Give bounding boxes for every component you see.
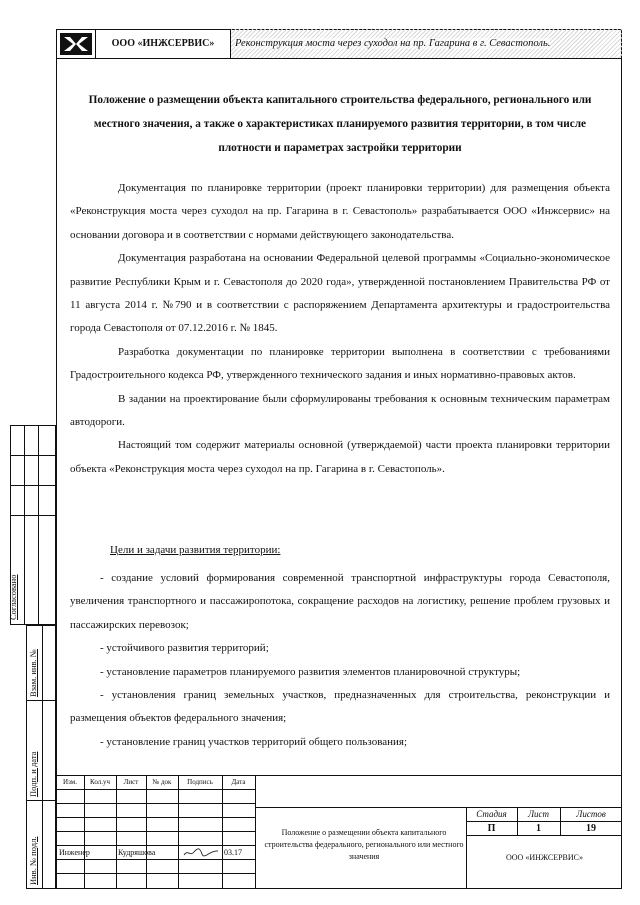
paragraph: Документация разработана на основании Федеральной целевой программы «Социально-экономическое развитие Республики Крым и г. Севастополя до 2020 года», утвержденной постановлением Правительства РФ от 11 августа 2014 г. №790 и в соответствии с распоряжением Департамента архитектуры и градостроительства города Севастополя от 07.12.2016 г. № 1845. <box>70 252 610 335</box>
goals-list <box>70 567 610 754</box>
goals-title: Цели и задачи развития территории: <box>110 544 281 556</box>
tb-col-count: Кол.уч <box>90 778 110 786</box>
tb-col-sheet: Лист <box>123 778 139 786</box>
paragraph: Документация по планировке территории (проект планировки территории) для размещения объекта «Реконструкция моста через суходол на пр. Гагарина в г. Севастополь» разрабатывается ООО «Инжсервис» на основании договора и в соответствии с нормами действующего законодательства. <box>70 182 610 241</box>
tb-col-signature: Подпись <box>187 778 213 786</box>
tb-sheets-label: Листов <box>576 809 606 819</box>
tb-sheet-label: Лист <box>527 809 550 819</box>
paragraph: Настоящий том содержит материалы основной (утверждаемой) части проекта планировки территории объекта «Реконструкция моста через суходол на пр. Гагарина в г. Севастополь». <box>70 439 610 475</box>
tb-col-change: Изм. <box>63 778 77 786</box>
side-label-replacement-inv: Взам. инв. № <box>28 649 38 697</box>
side-label-sign-date: Подп. и дата <box>28 751 38 797</box>
tb-col-docno: № док <box>152 778 172 786</box>
tb-stage-label: Стадия <box>476 809 507 819</box>
tb-document-name: Положение о размещении объекта капитального строительства федерального, регионального или местного значения <box>264 828 464 861</box>
goal-item: - установление границ участков территорий общего пользования; <box>100 735 408 748</box>
tb-role: Инженер <box>59 847 90 857</box>
company-logo-icon <box>60 33 92 55</box>
side-label-inv-orig: Инв. № подл. <box>28 836 38 885</box>
tb-sheets: 19 <box>586 822 596 834</box>
goal-item: - создание условий формирования современной транспортной инфраструктуры города Севастополя, увеличения транспортного и пассажиропотока, сокращение расходов на логистику, решение проблем грузовых и пассажирских перевозок; <box>70 572 610 631</box>
paragraph: Разработка документации по планировке территории выполнена в соответствии с требованиями Градостроительного кодекса РФ, утвержденного технического задания и иных нормативно-правовых актов. <box>70 345 610 382</box>
side-label-agreed: Согласовано <box>8 574 18 620</box>
signature-icon <box>182 845 220 859</box>
goal-item: - устойчивого развития территорий; <box>100 642 269 655</box>
tb-organization: ООО «ИНЖСЕРВИС» <box>506 853 583 862</box>
document-body <box>70 177 610 481</box>
tb-stage: П <box>487 822 496 834</box>
tb-sheet: 1 <box>536 822 541 834</box>
paragraph: В задании на проектирование были сформулированы требования к основным техническим параметрам автодороги. <box>70 392 610 429</box>
tb-person: Кудряшова <box>118 847 156 857</box>
goal-item: - установление параметров планируемого развития элементов планировочной структуры; <box>100 665 521 678</box>
tb-col-date: Дата <box>231 778 246 786</box>
header-company-name: ООО «ИНЖСЕРВИС» <box>96 29 231 59</box>
header-project-title: Реконструкция моста через суходол на пр. Гагарина в г. Севастополь. <box>231 29 622 59</box>
tb-date: 03.17 <box>224 847 242 857</box>
document-heading: Положение о размещении объекта капитального строительства федерального, регионального или местного значения, а также о характеристиках планируемого развития территории, в том числе плотности и параметрах застройки территории <box>88 94 592 154</box>
goal-item: - установления границ земельных участков, предназначенных для строительства, реконструкции и размещения объектов федерального значения; <box>70 689 610 725</box>
